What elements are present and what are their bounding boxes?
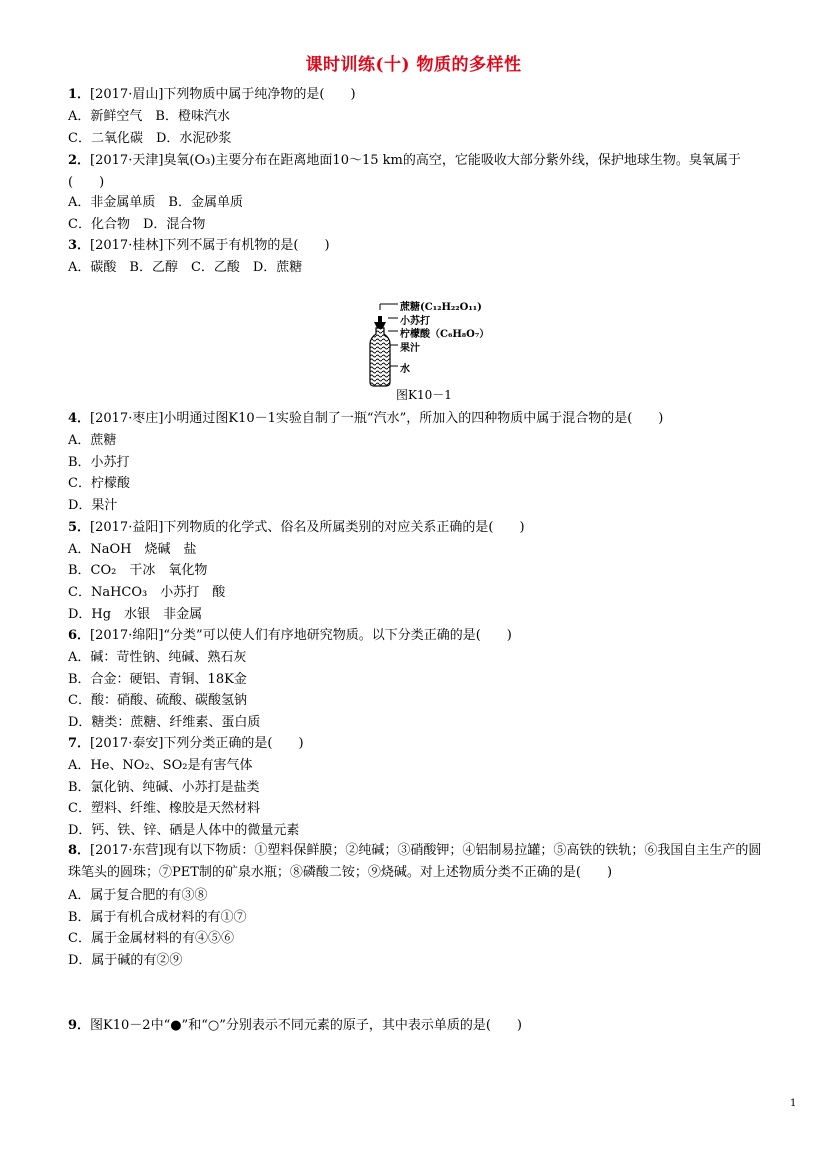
question-number: 3． [68,238,91,253]
question-2-option-row: C．化合物 D．混合物 [68,217,206,232]
question-6-option: D．糖类：蔗糖、纤维素、蛋白质 [68,715,261,730]
question-5-option: D．Hg 水银 非金属 [68,607,203,622]
bottle [370,328,390,386]
question-number: 5． [68,520,91,535]
question-2-stem: 2．[2017·天津]臭氧(O₃)主要分布在距离地面10～15 km的高空，它能吸收大部分紫外线，保护地球生物。臭氧属于( ) [68,153,741,190]
question-5-option: A．NaOH 烧碱 盐 [68,542,197,557]
question-number: 7． [68,736,91,751]
label-citric-acid: 柠檬酸（C₆H₈O₇） [400,329,490,340]
label-fruit-juice: 果汁 [400,343,420,354]
question-4-option: C．柠檬酸 [68,476,130,491]
question-4-option: D．果汁 [68,498,118,513]
question-7-stem: 7．[2017·泰安]下列分类正确的是( ) [68,736,304,751]
question-7-option: B．氯化钠、纯碱、小苏打是盐类 [68,780,260,795]
question-4-stem: 4．[2017·枣庄]小明通过图K10－1实验自制了一瓶“汽水”，所加入的四种物质中属于混合物的是( ) [68,411,664,426]
question-3-stem: 3．[2017·桂林]下列不属于有机物的是( ) [68,238,330,253]
question-5-option: B．CO₂ 干冰 氧化物 [68,563,208,578]
question-7-option: D．钙、铁、锌、硒是人体中的微量元素 [68,823,300,838]
label-baking-soda: 小苏打 [400,316,430,327]
question-8-stem: 8．[2017·东营]现有以下物质：①塑料保鲜膜；②纯碱；③硝酸钾；④铝制易拉罐；⑤高铁的铁轨；⑥我国自主生产的圆珠笔头的圆珠；⑦PET制的矿泉水瓶；⑧磷酸二铵；⑨烧碱。对上述物质分类不正确的是( ) [68,843,762,880]
question-number: 9． [68,1018,91,1033]
question-number: 1． [68,87,91,102]
question-8-option: A．属于复合肥的有③⑧ [68,888,208,903]
figure-caption: 图K10－1 [396,388,452,402]
question-number: 6． [68,628,91,643]
question-2-option-row: A．非金属单质 B．金属单质 [68,195,243,210]
question-7-option: A．He、NO₂、SO₂是有害气体 [68,758,253,773]
question-9-stem: 9．图K10－2中“●”和“○”分别表示不同元素的原子，其中表示单质的是( ) [68,1018,522,1033]
question-1-option-row: C．二氧化碳 D．水泥砂浆 [68,131,232,146]
funnel-neck [378,316,382,322]
question-5-option: C．NaHCO₃ 小苏打 酸 [68,585,226,600]
question-number: 2． [68,153,91,168]
page-number: 1 [790,1098,797,1109]
question-5-stem: 5．[2017·益阳]下列物质的化学式、俗名及所属类别的对应关系正确的是( ) [68,520,525,535]
question-4-option: B．小苏打 [68,455,130,470]
question-8-option: B．属于有机合成材料的有①⑦ [68,910,247,925]
question-number: 4． [68,411,91,426]
question-6-stem: 6．[2017·绵阳]“分类”可以使人们有序地研究物质。以下分类正确的是( ) [68,628,512,643]
question-3-option-row: A．碳酸 B．乙醇 C．乙酸 D．蔗糖 [68,260,303,275]
question-8-option: C．属于金属材料的有④⑤⑥ [68,931,234,946]
label-sucrose: 蔗糖(C₁₂H₂₂O₁₁) [400,302,482,313]
page-title: 课时训练(十) 物质的多样性 [305,55,522,75]
question-number: 8． [68,843,91,858]
question-4-option: A．蔗糖 [68,433,117,448]
question-6-option: C．酸：硝酸、硫酸、碳酸氢钠 [68,693,247,708]
question-1-option-row: A．新鲜空气 B．橙味汽水 [68,109,230,124]
bottle-cap [374,322,386,328]
figure-k10-1 [364,298,504,400]
question-1-stem: 1．[2017·眉山]下列物质中属于纯净物的是( ) [68,87,356,102]
question-7-option: C．塑料、纤维、橡胶是天然材料 [68,801,260,816]
question-6-option: B．合金：硬铝、青铜、18K金 [68,672,247,687]
label-water: 水 [400,364,410,375]
question-8-option: D．属于碱的有②⑨ [68,953,183,968]
question-6-option: A．碱：苛性钠、纯碱、熟石灰 [68,650,247,665]
